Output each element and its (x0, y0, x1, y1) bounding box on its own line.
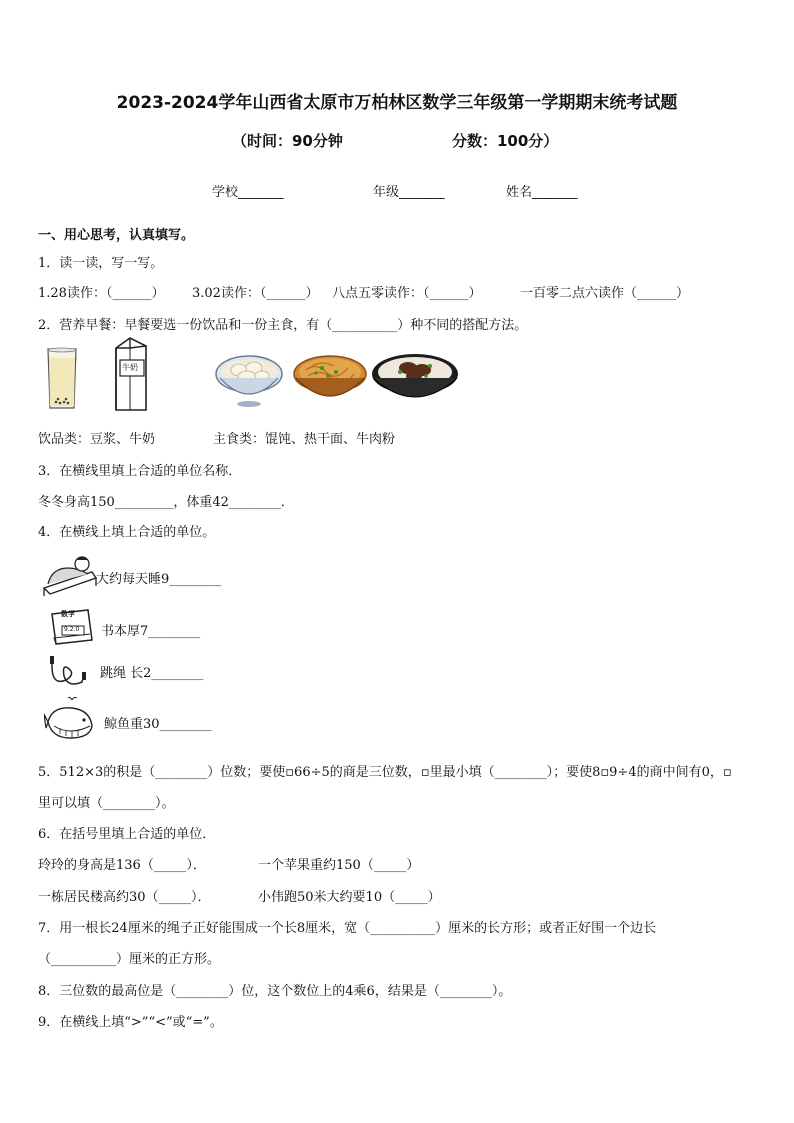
q4-rope: 跳绳 长2________ (100, 666, 204, 681)
q1-item-b: 3.02读作：（______） (192, 286, 319, 301)
q1-stem: 1．读一读，写一写。 (38, 256, 164, 271)
q9-line: 9．在横线上填“>”“<”或“=”。 (38, 1015, 223, 1030)
milk-carton-label: 牛奶 (122, 363, 138, 372)
q1-item-c: 八点五零读作：（______） (332, 286, 482, 301)
q7-line1: 7．用一根长24厘米的绳子正好能围成一个长8厘米，宽（__________）厘米的长方形；或者正好围一个边长 (38, 921, 657, 936)
q4-whale: 鲸鱼重30________ (104, 717, 212, 732)
school-field: 学校_______ (212, 185, 284, 200)
soymilk-glass-icon (44, 346, 80, 412)
q5-line1: 5．512×3的积是（________）位数；要使▫66÷5的商是三位数，▫里最小填（________）；要使8▫9÷4的商中间有0，▫ (38, 765, 732, 780)
book-icon-title: 数学 (61, 610, 75, 618)
q6-item-c: 一栋居民楼高约30（_____）． (38, 890, 211, 905)
q2-drinks: 饮品类：豆浆、牛奶 (38, 432, 156, 447)
milk-carton-icon (108, 336, 154, 414)
grade-field: 年级_______ (373, 185, 445, 200)
q6-item-d: 小伟跑50米大约要10（_____） (258, 890, 441, 905)
q8-line: 8．三位数的最高位是（________）位，这个数位上的4乘6，结果是（________）。 (38, 984, 512, 999)
q7-line2: （__________）厘米的正方形。 (38, 952, 221, 967)
q4-stem: 4．在横线上填上合适的单位。 (38, 525, 216, 540)
jump-rope-icon (46, 656, 90, 688)
beef-noodle-bowl-icon (370, 348, 460, 410)
q6-item-a: 玲玲的身高是136（_____）． (38, 858, 206, 873)
q2-foods: 主食类：馄饨、热干面、牛肉粉 (213, 432, 396, 447)
q6-item-b: 一个苹果重约150（_____） (258, 858, 420, 873)
exam-score: 分数：100分） (452, 132, 559, 150)
section-heading: 一、用心思考，认真填写。 (38, 228, 195, 243)
name-field: 姓名_______ (506, 185, 578, 200)
exam-title: 2023-2024学年山西省太原市万柏林区数学三年级第一学期期末统考试题 (116, 93, 678, 113)
book-icon-number: 9.2.0 (64, 626, 80, 633)
q5-line2: 里可以填（________）。 (38, 796, 175, 811)
wonton-bowl-icon (214, 348, 284, 410)
q1-item-d: 一百零二点六读作（______） (520, 286, 690, 301)
q2-stem: 2．营养早餐：早餐要选一份饮品和一份主食，有（__________）种不同的搭配方法。 (38, 318, 528, 333)
q1-item-a: 1.28读作：（______） (38, 286, 165, 301)
whale-icon (44, 696, 98, 742)
noodle-bowl-icon (292, 350, 368, 408)
q4-book: 书本厚7________ (101, 624, 201, 639)
q3-line: 冬冬身高150_________，体重42________． (38, 495, 294, 510)
q6-stem: 6．在括号里填上合适的单位． (38, 827, 216, 842)
q3-stem: 3．在横线里填上合适的单位名称． (38, 464, 242, 479)
exam-time: （时间：90分钟 (232, 132, 343, 150)
sleeping-child-icon (42, 554, 98, 598)
q4-sleep: 大约每天睡9________ (96, 572, 222, 587)
